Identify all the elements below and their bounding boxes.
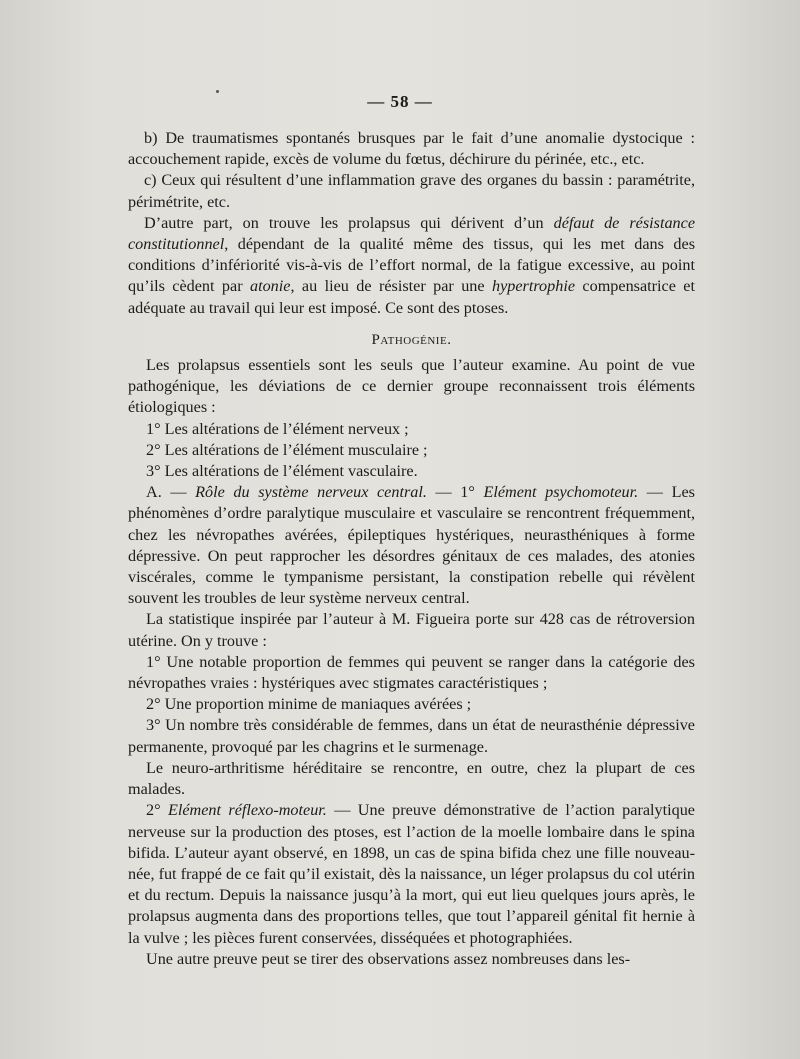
text-run: La statistique inspirée par l’auteur à M. Figueira porte sur 428 cas de rétroversion utérine. On y trouve : <box>128 610 695 650</box>
text-run: 2° <box>146 801 168 820</box>
italic-text: Elément réflexo-moteur. <box>167 801 327 820</box>
text-run: Pathogénie. <box>371 331 452 348</box>
paragraph-autre-preuve <box>128 949 695 970</box>
text-run: c) Ceux qui résultent d’une inflammation grave des organes du bassin : paramétrite, périmétrite, etc. <box>128 171 695 211</box>
text-run: b) De traumatismes spontanés brusques par le fait d’une anomalie dystocique : accouchement rapide, excès de volume du fœtus, déchirure du périnée, etc., etc. <box>128 129 695 169</box>
paragraph-statistique <box>128 609 695 651</box>
text-run: Les prolapsus essentiels sont les seuls que l’auteur examine. Au point de vue pathogénique, les déviations de ce dernier groupe reconnaissent trois éléments étiologiques : <box>128 356 695 417</box>
text-run: 2° Les altérations de l’élément musculaire ; <box>146 440 428 459</box>
paragraph-defaut-resistance <box>128 213 695 319</box>
text-run: Le neuro-arthritisme héréditaire se rencontre, en outre, chez la plupart de ces malades. <box>128 758 695 799</box>
paragraph-c-inflammation <box>128 170 695 212</box>
text-run: 1° Une notable proportion de femmes qui peuvent se ranger dans la catégorie des névropathes vraies : hystériques avec stigmates caractéristiques ; <box>128 652 695 693</box>
list-item <box>128 652 695 694</box>
paragraph-role-systeme-nerveux <box>128 482 695 609</box>
text-run: — 1° <box>426 483 484 502</box>
section-heading <box>128 330 695 351</box>
paragraph-b-traumatismes <box>128 128 695 170</box>
paragraph-element-reflexo-moteur <box>128 800 695 948</box>
text-run: 1° Les altérations de l’élément nerveux ; <box>146 419 409 438</box>
list-item <box>128 440 695 461</box>
list-item <box>128 694 695 715</box>
paragraph-neuro-arthritisme <box>128 758 695 800</box>
text-run: Une autre preuve peut se tirer des observations assez nombreuses dans les- <box>146 949 631 968</box>
italic-text: hypertrophie <box>491 277 576 296</box>
italic-text: Elément psychomoteur. <box>483 483 639 502</box>
text-run: 2° Une proportion minime de maniaques avérées ; <box>146 695 472 714</box>
list-item <box>128 461 695 482</box>
text-run: 3° Les altérations de l’élément vasculaire. <box>146 462 418 481</box>
page-body <box>128 128 695 970</box>
text-run: — Une preuve démonstrative de l’action paralytique nerveuse sur la production des ptoses, est l’action de la moelle lombaire dans le spina bifida. L’auteur ayant observé, en 1898, un cas de spina bifida chez une fille nouveau-née, fut frappé de ce fait qu’il existait, dès la naissance, un léger prolapsus du col utérin et du rectum. Depuis la naissance jusqu’à la mort, qui eut lieu quelques jours après, le prolapsus augmenta dans des proportions telles, que tout l’appareil génital fit hernie à la vulve ; les pièces furent conservées, disséquées et photographiées. <box>128 801 695 947</box>
paragraph-prolapsus-essentiels <box>128 355 695 419</box>
italic-text: défaut de résistance constitutionnel <box>128 213 696 254</box>
italic-text: atonie <box>250 277 291 296</box>
text-run: 3° Un nombre très considérable de femmes, dans un état de neurasthénie dépressive permanente, provoqué par les chagrins et le surmenage. <box>128 716 695 756</box>
text-run: , dépendant de la qualité même des tissus, qui les met dans des conditions d’infériorité vis-à-vis de l’effort normal, de la fatigue excessive, au point qu’ils cèdent par <box>128 235 695 296</box>
text-run: A. — <box>146 483 196 502</box>
text-run: , au lieu de résister par une <box>290 277 492 296</box>
text-run: — Les phénomènes d’ordre paralytique musculaire et vasculaire se rencontrent fréquemment, chez les névropathes avérées, épileptiques hystériques, neurasthéniques à forme dépressive. On peut rapprocher les désordres génitaux de ces malades, des atonies viscérales, comme le tympanisme persistant, la constipation rebelle qui révèlent souvent les troubles de leur système nerveux central. <box>128 483 695 608</box>
italic-text: Rôle du système nerveux central. <box>195 483 427 502</box>
text-run: D’autre part, on trouve les prolapsus qui dérivent d’un <box>144 213 554 232</box>
list-item <box>128 419 695 440</box>
list-item <box>128 715 695 757</box>
page-number: — 58 — <box>367 92 433 111</box>
text-run: compensatrice et adéquate au travail qui leur est imposé. Ce sont des ptoses. <box>128 277 695 317</box>
